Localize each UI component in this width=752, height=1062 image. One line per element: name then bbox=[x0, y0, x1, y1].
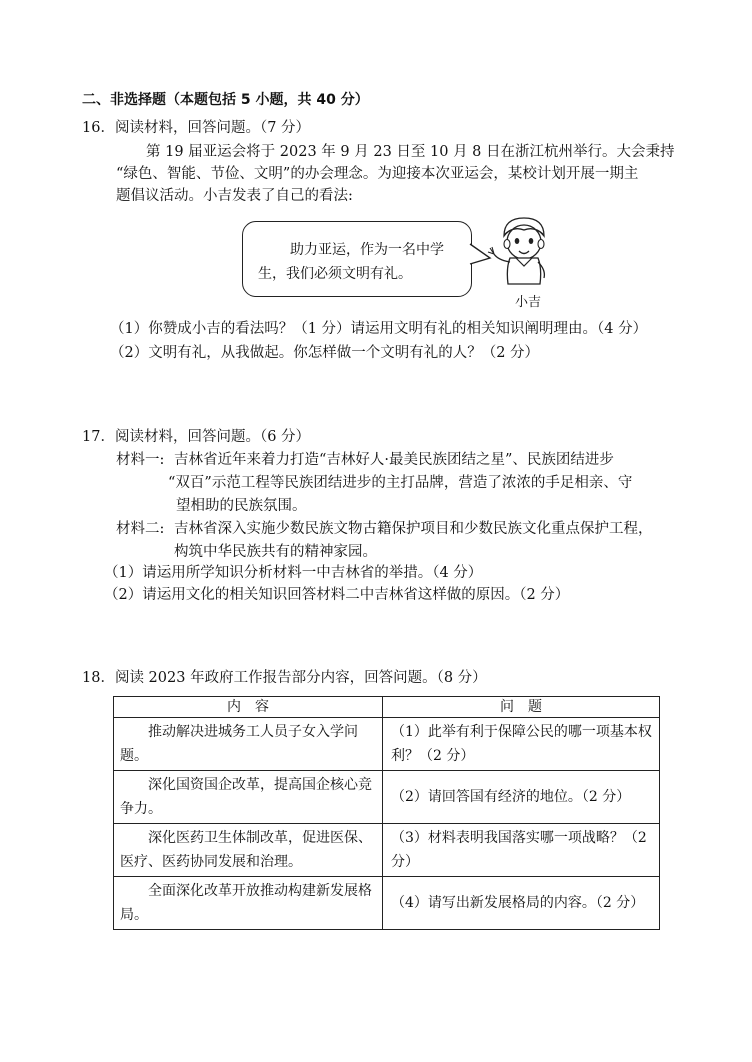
q17-material1-label: 材料一: bbox=[116, 452, 165, 468]
section-title: 二、非选择题（本题包括 5 小题，共 40 分） bbox=[82, 92, 369, 108]
table-cell-question: （4）请写出新发展格局的内容。（2 分） bbox=[383, 877, 660, 930]
table-header-row bbox=[114, 697, 660, 718]
character-name-label: 小吉 bbox=[515, 295, 542, 310]
table-cell-question: （2）请回答国有经济的地位。（2 分） bbox=[383, 771, 660, 824]
q17-material2-label: 材料二: bbox=[116, 521, 165, 537]
q17-material2-line: 吉林省深入实施少数民族文物古籍保护项目和少数民族文化重点保护工程， bbox=[174, 521, 653, 537]
table-row bbox=[114, 771, 660, 824]
table-cell-question: （1）此举有利于保障公民的哪一项基本权利？（2 分） bbox=[383, 718, 660, 771]
report-table bbox=[113, 696, 660, 930]
q17-material1-line: “双百”示范工程等民族团结进步的主打品牌，营造了浓浓的手足相亲、守 bbox=[168, 475, 633, 491]
q17-material2-line: 构筑中华民族共有的精神家园。 bbox=[174, 544, 377, 560]
bubble-text-line: 生，我们必须文明有礼。 bbox=[258, 266, 412, 282]
table-row bbox=[114, 824, 660, 877]
table-row bbox=[114, 718, 660, 771]
q17-heading: 17．阅读材料，回答问题。（6 分） bbox=[82, 429, 311, 445]
q16-para-line: 第 19 届亚运会将于 2023 年 9 月 23 日至 10 月 8 日在浙江杭州举行。大会秉持 bbox=[146, 144, 675, 160]
q16-para-line: 题倡议活动。小吉发表了自己的看法: bbox=[116, 188, 353, 204]
q16-sub-question: （2）文明有礼，从我做起。你怎样做一个文明有礼的人？（2 分） bbox=[110, 345, 540, 361]
boy-character-illustration bbox=[486, 212, 562, 294]
q16-heading: 16．阅读材料，回答问题。（7 分） bbox=[82, 120, 311, 136]
q17-sub-question: （1）请运用所学知识分析材料一中吉林省的举措。（4 分） bbox=[104, 565, 483, 581]
q17-material1-line: 望相助的民族氛围。 bbox=[176, 498, 307, 514]
q16-para-line: “绿色、智能、节俭、文明”的办会理念。为迎接本次亚运会，某校计划开展一期主 bbox=[116, 166, 639, 182]
table-header-content: 内 容 bbox=[114, 697, 383, 718]
q17-material1-line: 吉林省近年来着力打造“吉林好人·最美民族团结之星”、民族团结进步 bbox=[174, 452, 614, 468]
q16-sub-question: （1）你赞成小吉的看法吗？（1 分）请运用文明有礼的相关知识阐明理由。（4 分） bbox=[110, 321, 648, 337]
table-header-question: 问 题 bbox=[383, 697, 660, 718]
bubble-text-line: 助力亚运，作为一名中学 bbox=[290, 242, 444, 258]
table-cell-question: （3）材料表明我国落实哪一项战略？（2 分） bbox=[383, 824, 660, 877]
table-cell-content: 推动解决进城务工人员子女入学问题。 bbox=[114, 718, 383, 771]
q17-sub-question: （2）请运用文化的相关知识回答材料二中吉林省这样做的原因。（2 分） bbox=[104, 587, 570, 603]
q18-heading: 18．阅读 2023 年政府工作报告部分内容，回答问题。（8 分） bbox=[82, 670, 487, 686]
table-row bbox=[114, 877, 660, 930]
table-cell-content: 深化医药卫生体制改革，促进医保、医疗、医药协同发展和治理。 bbox=[114, 824, 383, 877]
table-cell-content: 全面深化改革开放推动构建新发展格局。 bbox=[114, 877, 383, 930]
speech-bubble bbox=[242, 221, 472, 297]
table-cell-content: 深化国资国企改革，提高国企核心竞争力。 bbox=[114, 771, 383, 824]
